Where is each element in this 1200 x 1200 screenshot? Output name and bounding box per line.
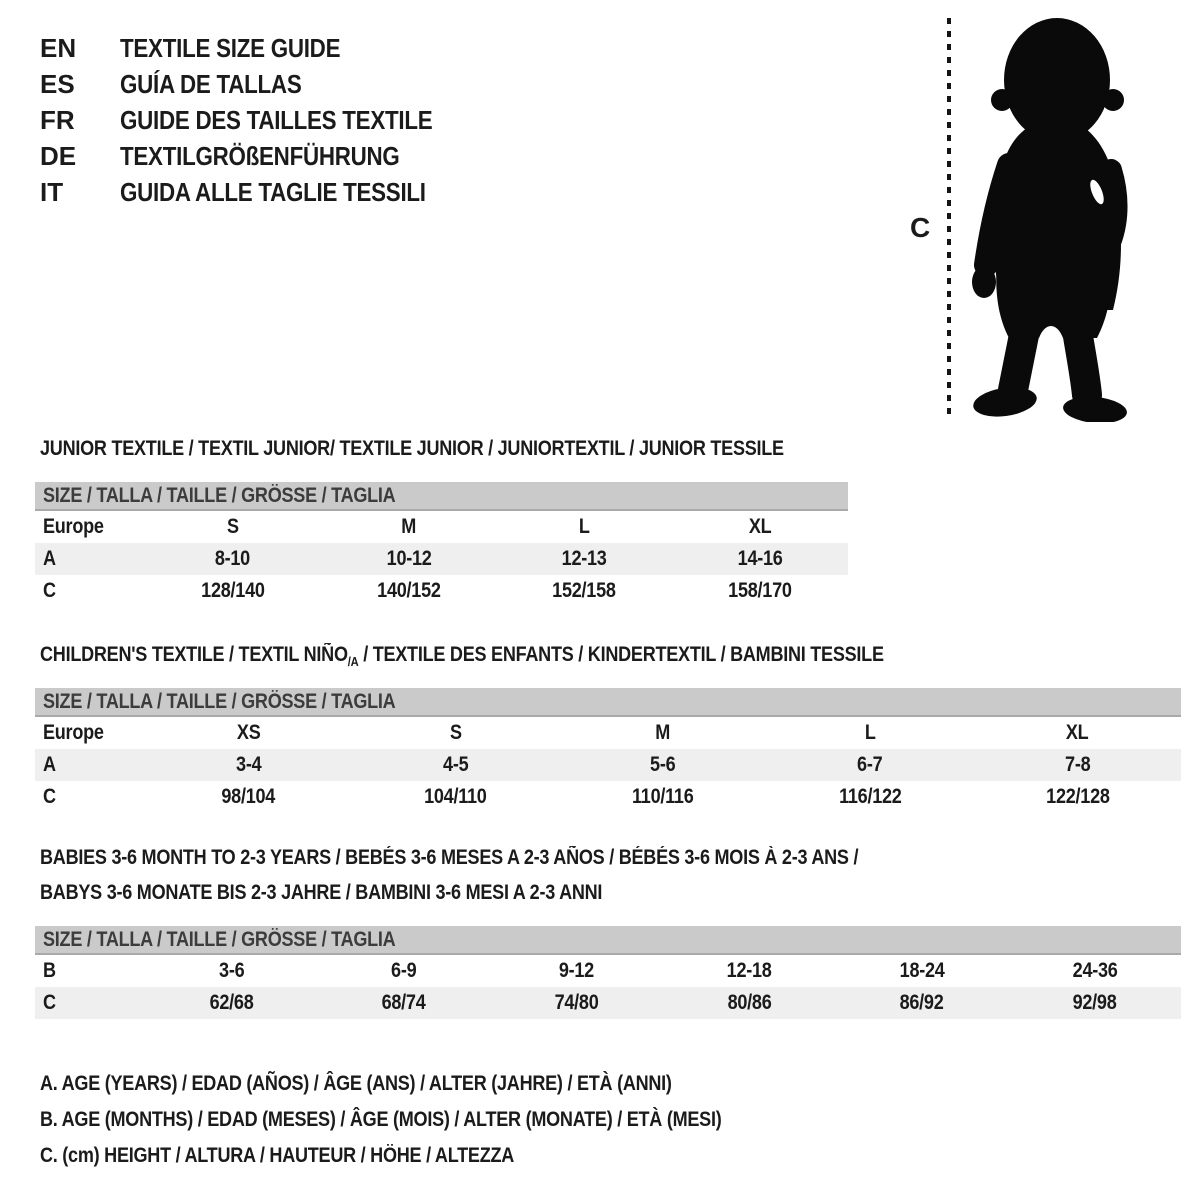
legend-height-cm: C. (cm) HEIGHT / ALTURA / HAUTEUR / HÖHE / ALTEZZA [40, 1144, 515, 1167]
size-cell: M [655, 721, 671, 744]
row-label: Europe [43, 515, 104, 538]
nino-a-subscript: /A [347, 654, 359, 670]
table-row-age [35, 749, 1181, 781]
lang-row-it [40, 174, 483, 210]
size-cell: 12-18 [726, 959, 772, 982]
lang-code: EN [40, 32, 77, 63]
size-header-label: SIZE / TALLA / TAILLE / GRÖSSE / TAGLIA [43, 689, 396, 713]
size-cell: 62/68 [209, 991, 254, 1014]
babies-section-title-line1: BABIES 3-6 MONTH TO 2-3 YEARS / BEBÉS 3-6 MESES A 2-3 AÑOS / BÉBÉS 3-6 MOIS À 2-3 ANS / [40, 846, 859, 869]
size-cell: XL [1066, 721, 1089, 744]
babies-size-table [35, 926, 1181, 1019]
size-cell: 74/80 [554, 991, 599, 1014]
size-cell: 116/122 [838, 785, 902, 808]
toddler-silhouette-icon [955, 10, 1150, 422]
size-cell: 86/92 [900, 991, 944, 1014]
size-cell: 128/140 [201, 579, 265, 602]
table-row-height [35, 781, 1181, 813]
lang-row-de [40, 138, 483, 174]
size-cell: 8-10 [215, 547, 251, 570]
table-row-months [35, 955, 1181, 987]
size-cell: 122/128 [1045, 785, 1110, 808]
table-row-age [35, 543, 848, 575]
size-cell: S [449, 721, 462, 744]
size-header-bar [35, 926, 1181, 955]
table-row-europe [35, 717, 1181, 749]
lang-row-fr [40, 102, 483, 138]
table-row-height [35, 987, 1181, 1019]
size-cell: 80/86 [727, 991, 772, 1014]
table-row-height [35, 575, 848, 607]
size-cell: 5-6 [650, 753, 676, 776]
size-cell: 98/104 [221, 785, 276, 808]
size-cell: 104/110 [424, 785, 488, 808]
size-header-label: SIZE / TALLA / TAILLE / GRÖSSE / TAGLIA [43, 927, 396, 951]
size-cell: 14-16 [737, 547, 783, 570]
size-cell: 6-7 [857, 753, 883, 776]
lang-code: DE [40, 140, 77, 171]
table-row-europe [35, 511, 848, 543]
lang-row-es [40, 66, 483, 102]
row-label: A [43, 753, 56, 776]
size-cell: 12-13 [561, 547, 607, 570]
height-dashed-line-icon [944, 18, 954, 418]
lang-title: TEXTILGRÖßENFÜHRUNG [120, 140, 400, 171]
row-label: C [43, 991, 56, 1014]
size-header-bar [35, 482, 848, 511]
children-size-table [35, 688, 1181, 813]
height-measure-label: C [910, 212, 931, 243]
size-cell: 92/98 [1072, 991, 1117, 1014]
junior-section-title: JUNIOR TEXTILE / TEXTIL JUNIOR/ TEXTILE JUNIOR / JUNIORTEXTIL / JUNIOR TESSILE [40, 437, 784, 460]
size-cell: 4-5 [443, 753, 469, 776]
size-cell: S [226, 515, 239, 538]
size-cell: 158/170 [728, 579, 792, 602]
lang-code: FR [40, 104, 75, 135]
size-cell: 18-24 [899, 959, 945, 982]
junior-size-table [35, 482, 848, 607]
row-label: C [43, 785, 56, 808]
legend-age-years: A. AGE (YEARS) / EDAD (AÑOS) / ÂGE (ANS) / ALTER (JAHRE) / ETÀ (ANNI) [40, 1072, 672, 1095]
lang-code: ES [40, 68, 75, 99]
lang-code: IT [40, 176, 64, 207]
size-cell: L [578, 515, 590, 538]
lang-row-en [40, 30, 483, 66]
size-header-label: SIZE / TALLA / TAILLE / GRÖSSE / TAGLIA [43, 483, 396, 507]
size-cell: 68/74 [382, 991, 426, 1014]
size-cell: M [401, 515, 417, 538]
size-cell: 152/158 [552, 579, 617, 602]
size-cell: 110/116 [632, 785, 694, 808]
row-label: Europe [43, 721, 104, 744]
row-label: C [43, 579, 56, 602]
size-cell: XS [236, 721, 261, 744]
children-section-title: CHILDREN'S TEXTILE / TEXTIL $NIÑO_{/A}$ / TEXTILE DES ENFANTS / KINDERTEXTIL / BAMBINI TESSILE [40, 643, 884, 670]
lang-title: GUIDA ALLE TAGLIE TESSILI [120, 176, 426, 207]
size-cell: XL [748, 515, 772, 538]
lang-title: GUIDE DES TAILLES TEXTILE [120, 104, 433, 135]
size-header-bar [35, 688, 1181, 717]
size-cell: 7-8 [1064, 753, 1091, 776]
size-cell: 3-6 [218, 959, 245, 982]
size-cell: 140/152 [376, 579, 441, 602]
babies-section-title-line2: BABYS 3-6 MONATE BIS 2-3 JAHRE / BAMBINI 3-6 MESI A 2-3 ANNI [40, 881, 603, 904]
lang-title: TEXTILE SIZE GUIDE [120, 32, 341, 63]
row-label: B [43, 959, 56, 982]
size-cell: 6-9 [391, 959, 417, 982]
size-cell: L [864, 721, 876, 744]
size-cell: 24-36 [1072, 959, 1118, 982]
lang-title: GUÍA DE TALLAS [120, 68, 302, 99]
size-cell: 10-12 [386, 547, 432, 570]
language-title-list [40, 30, 483, 210]
row-label: A [43, 547, 56, 570]
size-cell: 9-12 [559, 959, 595, 982]
size-cell: 3-4 [235, 753, 262, 776]
legend-age-months: B. AGE (MONTHS) / EDAD (MESES) / ÂGE (MOIS) / ALTER (MONATE) / ETÀ (MESI) [40, 1108, 722, 1131]
